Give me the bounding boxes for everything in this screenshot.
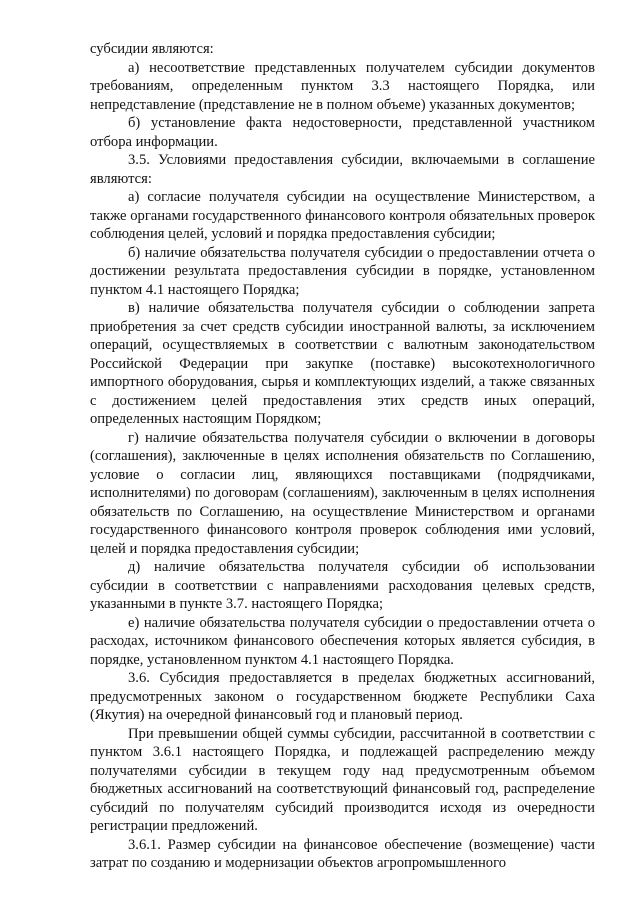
paragraph-condition-g: г) наличие обязательства получателя субсидии о включении в договоры (соглашения), заключенные в целях исполнения обязательств по Соглашению, условие о согласии лиц, являющихся поставщиками (подрядчиками, исполнителями) по договорам (соглашениям), заключенным в целях исполнения обязательств по Соглашению, на осуществление Министерством и органами государственного финансового контроля проверок соблюдения ими условий, целей и порядка предоставления субсидии; bbox=[90, 429, 595, 557]
paragraph-intro: субсидии являются: bbox=[90, 41, 214, 57]
paragraph-condition-d: д) наличие обязательства получателя субсидии об использовании субсидии в соответствии с направлениями расходования целевых средств, указанными в пункте 3.7. настоящего Порядка; bbox=[90, 559, 595, 612]
paragraph-condition-v: в) наличие обязательства получателя субсидии о соблюдении запрета приобретения за счет средств субсидии иностранной валюты, за исключением операций, осуществляемых в соответствии с валютным законодательством Российской Федерации при закупке (поставке) высокотехнологичного импортного оборудования, сырья и комплектующих изделий, а также связанных с достижением целей предоставления этих средств иных операций, определенных настоящим Порядком; bbox=[90, 300, 595, 427]
paragraph-3-6-excess: При превышении общей суммы субсидии, рассчитанной в соответствии с пунктом 3.6.1 настоящего Порядка, и подлежащей распределению между получателями субсидии в текущем году над предусмотренным объемом бюджетных ассигнований на соответствующий финансовый год, распределение субсидий по получателям субсидий производится исходя из очередности регистрации предложений. bbox=[90, 725, 595, 834]
paragraph-condition-e: е) наличие обязательства получателя субсидии о предоставлении отчета о расходах, источником финансового обеспечения которых является субсидия, в порядке, установленном пунктом 4.1 настоящего Порядка. bbox=[90, 614, 595, 668]
paragraph-3-5-heading: 3.5. Условиями предоставления субсидии, включаемыми в соглашение являются: bbox=[90, 152, 595, 187]
paragraph-condition-a: а) согласие получателя субсидии на осуществление Министерством, а также органами государственного финансового контроля обязательных проверок соблюдения целей, условий и порядка предоставления субсидии; bbox=[90, 189, 595, 242]
paragraph-item-a-documents: а) несоответствие представленных получателем субсидии документов требованиям, определенным пунктом 3.3 настоящего Порядка, или непредставление (представление не в полном объеме) указанных документов; bbox=[90, 59, 595, 113]
paragraph-condition-b: б) наличие обязательства получателя субсидии о предоставлении отчета о достижении результата предоставления субсидии в порядке, установленном пунктом 4.1 настоящего Порядка; bbox=[90, 244, 595, 298]
paragraph-3-6-1: 3.6.1. Размер субсидии на финансовое обеспечение (возмещение) части затрат по созданию и модернизации объектов агропромышленного bbox=[90, 836, 595, 871]
paragraph-3-6: 3.6. Субсидия предоставляется в пределах бюджетных ассигнований, предусмотренных законом о государственном бюджете Республики Саха (Якутия) на очередной финансовый год и плановый период. bbox=[90, 670, 595, 723]
document-body bbox=[90, 40, 595, 873]
paragraph-item-b-false-info: б) установление факта недостоверности, представленной участником отбора информации. bbox=[90, 115, 595, 150]
